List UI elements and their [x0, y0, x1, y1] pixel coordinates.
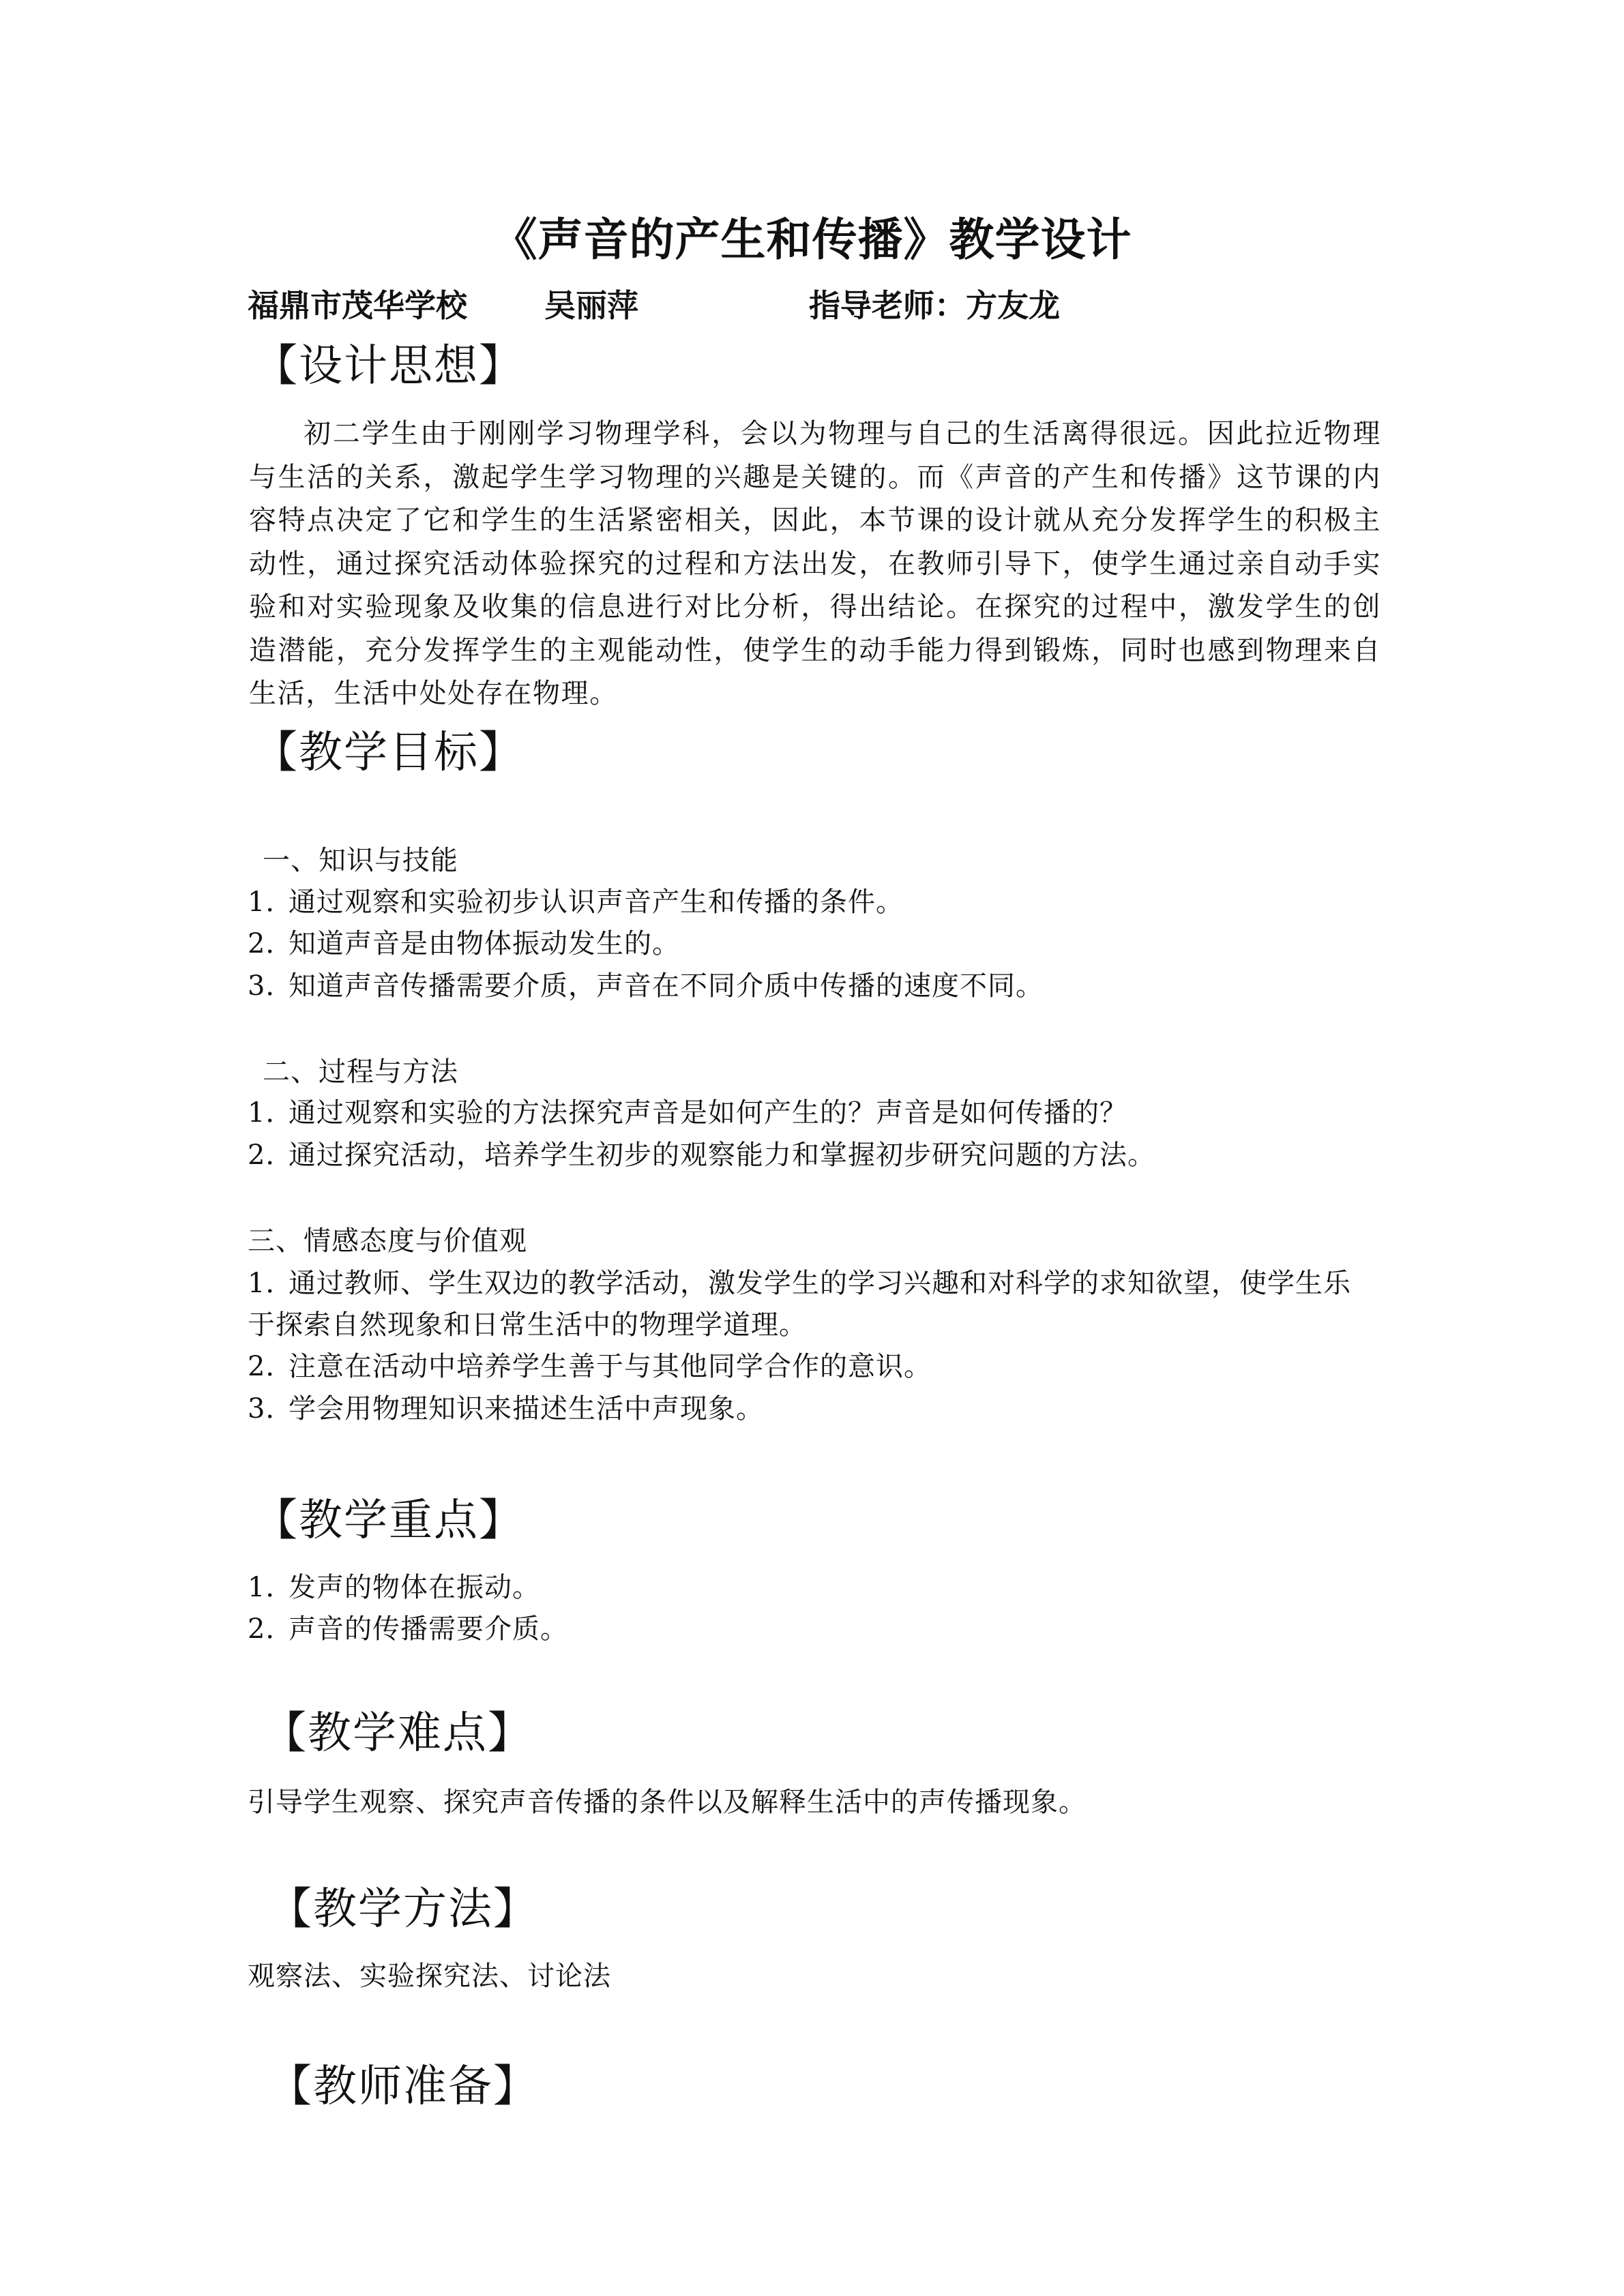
section-heading-objectives: 【教学目标】	[254, 728, 524, 778]
list-item-text: 知道声音是由物体振动发生的。	[289, 928, 680, 959]
school-name: 福鼎市茂华学校	[248, 287, 467, 324]
list-item-text: 通过教师、学生双边的教学活动，激发学生的学习兴趣和对科学的求知欲望，使学生乐	[289, 1268, 1351, 1299]
list-item	[248, 1610, 568, 1648]
list-item-number: 1．	[248, 1268, 294, 1299]
difficulties-text: 引导学生观察、探究声音传播的条件以及解释生活中的声传播现象。	[248, 1787, 1087, 1818]
list-item-number: 2．	[248, 1613, 294, 1645]
list-item-number: 2．	[248, 1351, 294, 1382]
list-item-number: 1．	[248, 1572, 294, 1603]
list-item	[248, 1390, 764, 1428]
list-item-continuation: 于探索自然现象和日常生活中的物理学道理。	[248, 1309, 807, 1341]
list-item-text: 通过观察和实验的方法探究声音是如何产生的？声音是如何传播的？	[289, 1097, 1127, 1129]
list-item	[248, 1094, 1127, 1132]
section-heading-difficulties: 【教学难点】	[263, 1708, 533, 1759]
list-item-number: 2．	[248, 928, 294, 959]
advisor-name: 指导老师：方友龙	[809, 287, 1060, 324]
section-heading-methods: 【教学方法】	[268, 1884, 538, 1935]
document-title: 《声音的产生和传播》教学设计	[492, 213, 1132, 266]
list-item	[248, 925, 680, 963]
list-item-number: 1．	[248, 886, 294, 918]
list-item-text: 注意在活动中培养学生善于与其他同学合作的意识。	[289, 1351, 932, 1382]
objective-group-title: 二、过程与方法	[263, 1056, 458, 1088]
design-idea-paragraph: 初二学生由于刚刚学习物理学科，会以为物理与自己的生活离得很远。因此拉近物理与生活的关系，激起学生学习物理的兴趣是关键的。而《声音的产生和传播》这节课的内容特点决定了它和学生的生活紧密相关，因此，本节课的设计就从充分发挥学生的积极主动性，通过探究活动体验探究的过程和方法出发，在教师引导下，使学生通过亲自动手实验和对实验现象及收集的信息进行对比分析，得出结论。在探究的过程中，激发学生的创造潜能，充分发挥学生的主观能动性，使学生的动手能力得到锻炼，同时也感到物理来自生活，生活中处处存在物理。	[249, 418, 1381, 709]
list-item	[248, 1347, 932, 1386]
objective-group-title: 三、情感态度与价值观	[248, 1225, 527, 1257]
list-item-number: 1．	[248, 1097, 294, 1129]
section-heading-preparation: 【教师准备】	[268, 2061, 538, 2112]
list-item-text: 通过探究活动，培养学生初步的观察能力和掌握初步研究问题的方法。	[289, 1139, 1155, 1171]
list-item	[248, 883, 904, 921]
section-heading-design-idea: 【设计思想】	[254, 341, 524, 391]
list-item-text: 发声的物体在振动。	[289, 1572, 540, 1603]
list-item-text: 知道声音传播需要介质，声音在不同介质中传播的速度不同。	[289, 970, 1044, 1002]
list-item-text: 声音的传播需要介质。	[289, 1613, 568, 1645]
list-item-text: 学会用物理知识来描述生活中声现象。	[289, 1393, 764, 1425]
objective-group-title: 一、知识与技能	[263, 845, 458, 876]
list-item	[248, 1136, 1155, 1174]
list-item-number: 2．	[248, 1139, 294, 1171]
list-item-number: 3．	[248, 970, 294, 1002]
list-item	[248, 1568, 540, 1607]
author-name: 吴丽萍	[544, 287, 638, 324]
list-item	[248, 1264, 1351, 1302]
section-heading-key-points: 【教学重点】	[254, 1495, 524, 1546]
methods-text: 观察法、实验探究法、讨论法	[248, 1960, 611, 1992]
list-item	[248, 967, 1044, 1005]
list-item-number: 3．	[248, 1393, 294, 1425]
list-item-text: 通过观察和实验初步认识声音产生和传播的条件。	[289, 886, 904, 918]
